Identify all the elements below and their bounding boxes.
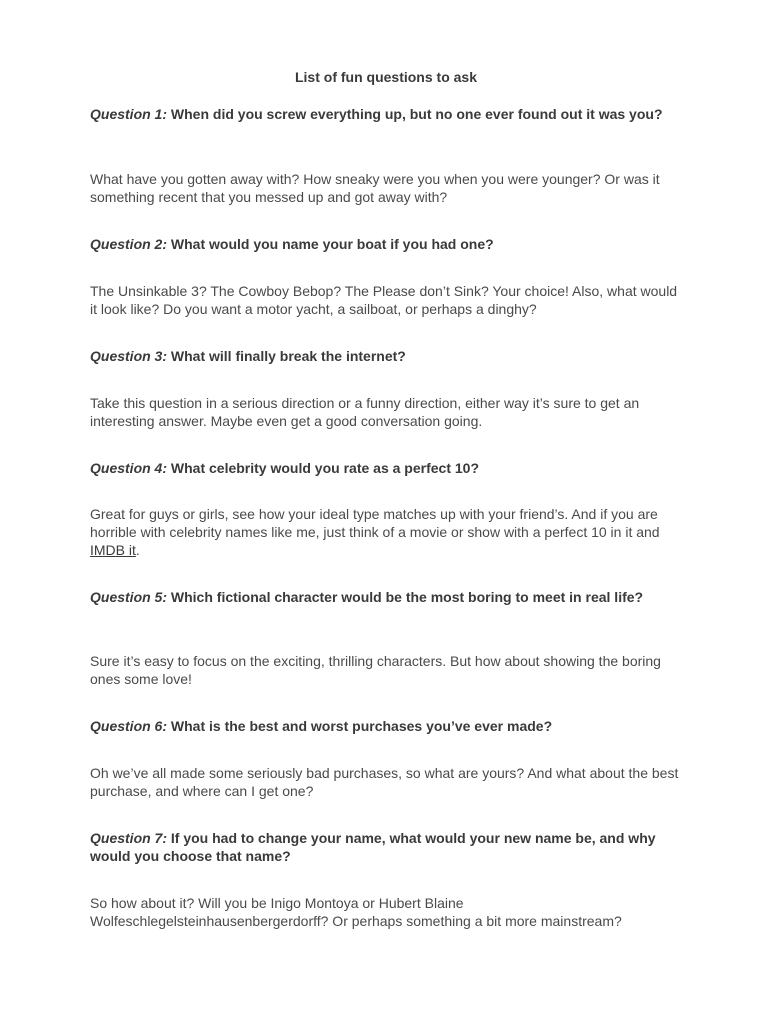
question-5 (90, 588, 682, 606)
question-7-label: Question 7: (90, 830, 168, 846)
question-5-text: Which fictional character would be the most boring to meet in real life? (167, 589, 644, 605)
answer-2: The Unsinkable 3? The Cowboy Bebop? The Please don’t Sink? Your choice! Also, what would it look like? Do you want a motor yacht, a sailboat, or perhaps a dinghy? (90, 283, 678, 317)
answer-6: Oh we’ve all made some seriously bad purchases, so what are yours? And what about the best purchase, and where can I get one? (90, 765, 679, 799)
answer-1: What have you gotten away with? How sneaky were you when you were younger? Or was it something recent that you messed up and got away with? (90, 171, 660, 205)
answer-4-end: . (135, 542, 140, 558)
question-2-label: Question 2: (90, 236, 168, 252)
answer-5: Sure it’s easy to focus on the exciting, thrilling characters. But how about showing the boring ones some love! (90, 653, 661, 687)
question-3-text: What will finally break the internet? (167, 348, 406, 364)
question-1 (90, 105, 682, 123)
question-6 (90, 717, 682, 735)
document-title: List of fun questions to ask (294, 69, 477, 85)
answer-4-text: Great for guys or girls, see how your ideal type matches up with your friend’s. And if you are horrible with celebrity names like me, just think of a movie or show with a perfect 10 in it and (90, 506, 660, 540)
question-7 (90, 829, 682, 865)
question-6-label: Question 6: (90, 718, 168, 734)
question-3 (90, 347, 682, 365)
question-4-label: Question 4: (90, 460, 168, 476)
question-4 (90, 459, 682, 477)
question-3-label: Question 3: (90, 348, 168, 364)
question-1-text: When did you screw everything up, but no one ever found out it was you? (167, 106, 663, 122)
question-2-text: What would you name your boat if you had one? (167, 236, 494, 252)
question-1-label: Question 1: (90, 106, 168, 122)
question-2 (90, 235, 682, 253)
question-4-text: What celebrity would you rate as a perfect 10? (167, 460, 479, 476)
answer-7: So how about it? Will you be Inigo Montoya or Hubert Blaine Wolfeschlegelsteinhausenbergerdorff? Or perhaps something a bit more mainstream? (90, 895, 622, 929)
question-5-label: Question 5: (90, 589, 168, 605)
question-7-text: If you had to change your name, what would your new name be, and why would you choose that name? (90, 830, 656, 864)
question-6-text: What is the best and worst purchases you’ve ever made? (167, 718, 553, 734)
answer-3: Take this question in a serious direction or a funny direction, either way it’s sure to get an interesting answer. Maybe even get a good conversation going. (90, 395, 640, 429)
answer-4 (90, 505, 682, 559)
imdb-link[interactable]: IMDB it (90, 542, 136, 558)
